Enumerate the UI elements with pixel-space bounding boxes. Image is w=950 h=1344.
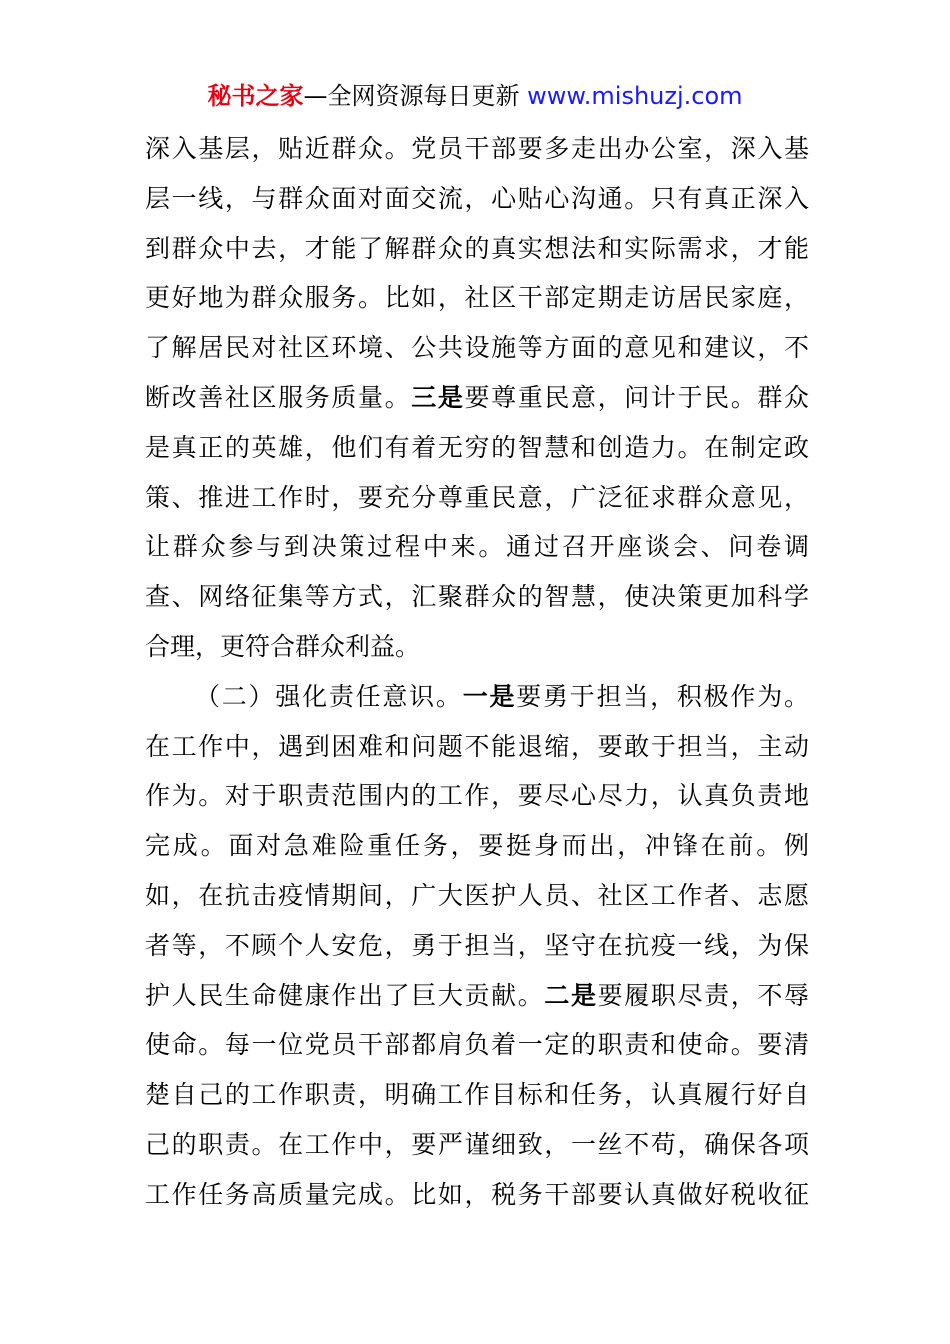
text-segment: 要勇于担当，积极作为。 [516,681,809,711]
emphasis-label: 三是 [411,382,465,412]
text-line: 到群众中去，才能了解群众的真实想法和实际需求，才能 [145,233,809,263]
text-line: 层一线，与群众面对面交流，心贴心沟通。只有真正深入 [145,183,809,213]
text-line: 如，在抗击疫情期间，广大医护人员、社区工作者、志愿 [145,880,809,910]
text-line: 完成。面对急难险重任务，要挺身而出，冲锋在前。例 [145,831,809,861]
text-line: 者等，不顾个人安危，勇于担当，坚守在抗疫一线，为保 [145,930,809,960]
page-header [0,80,950,112]
text-line: 楚自己的工作职责，明确工作目标和任务，认真履行好自 [145,1080,809,1110]
text-line: 策、推进工作时，要充分尊重民意，广泛征求群众意见， [145,482,809,512]
text-line: 深入基层，贴近群众。党员干部要多走出办公室，深入基 [145,134,809,163]
text-line: 在工作中，遇到困难和问题不能退缩，要敢于担当，主动 [145,731,809,761]
text-segment: 护人民生命健康作出了巨大贡献。 [145,980,545,1010]
document-body [145,124,809,1220]
section-heading: （二）强化责任意识。 [195,681,463,711]
text-line: 己的职责。在工作中，要严谨细致，一丝不苟，确保各项 [145,1129,809,1159]
text-segment: 断改善社区服务质量。 [145,382,412,412]
text-line: 是真正的英雄，他们有着无穷的智慧和创造力。在制定政 [145,432,809,462]
text-line: 合理，更符合群众利益。 [145,631,421,661]
section-heading-line [145,672,809,722]
site-url[interactable]: www.mishuzj.com [527,82,743,110]
text-line: 让群众参与到决策过程中来。通过召开座谈会、问卷调 [145,532,809,562]
text-line: 了解居民对社区环境、公共设施等方面的意见和建议，不 [145,333,809,363]
text-line [145,373,809,423]
text-line: 使命。每一位党员干部都肩负着一定的职责和使命。要清 [145,1030,809,1060]
text-line: 更好地为群众服务。比如，社区干部定期走访居民家庭， [145,283,809,313]
emphasis-label: 二是 [544,980,598,1010]
text-segment: 要尊重民意，问计于民。群众 [464,382,809,412]
text-line: 作为。对于职责范围内的工作，要尽心尽力，认真负责地 [145,781,809,811]
text-segment: 要履职尽责，不辱 [597,980,809,1010]
text-line [145,971,809,1021]
site-slogan: —全网资源每日更新 [303,82,528,110]
text-line: 工作任务高质量完成。比如，税务干部要认真做好税收征 [145,1179,809,1209]
text-line: 查、网络征集等方式，汇聚群众的智慧，使决策更加科学 [145,582,809,612]
emphasis-label: 一是 [462,681,517,711]
site-brand: 秘书之家 [207,82,304,110]
